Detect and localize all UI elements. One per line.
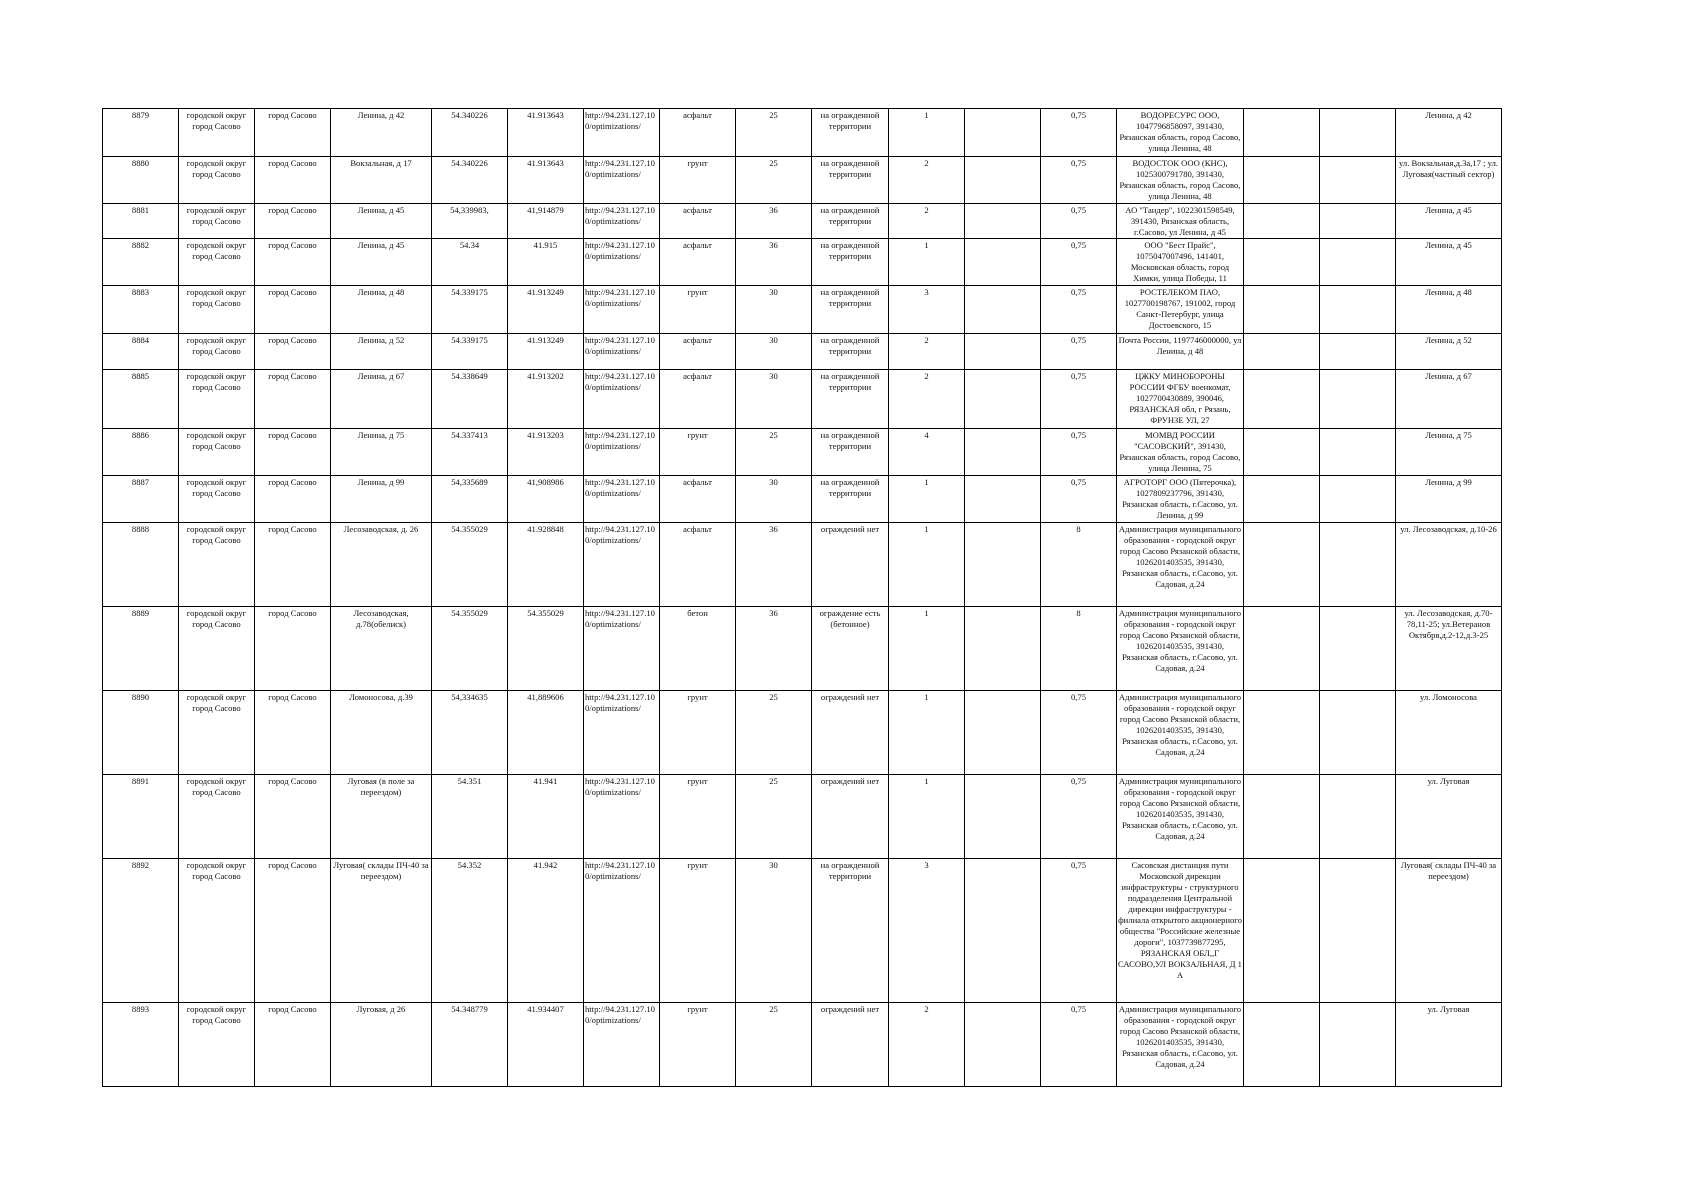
empty-cell (1320, 286, 1396, 334)
district-cell: городской округ город Сасово (179, 370, 255, 429)
fence-cell: ограждений нет (812, 691, 889, 775)
longitude-cell: 54.355029 (508, 607, 584, 691)
waste-sources-cell: Ленина, д 67 (1396, 370, 1502, 429)
empty-cell (1244, 204, 1320, 239)
latitude-cell: 54.340226 (432, 109, 508, 157)
area-cell: 30 (736, 370, 812, 429)
containers-cell: 1 (889, 239, 965, 286)
empty-cell (1320, 204, 1396, 239)
city-cell: город Сасово (255, 429, 331, 476)
url-cell: http://94.231.127.100/optimizations/ (584, 775, 660, 859)
table-row (103, 429, 1502, 476)
address-cell: Ломоносова, д.39 (331, 691, 432, 775)
empty-cell (965, 286, 1041, 334)
empty-cell (965, 109, 1041, 157)
registry-sheet (102, 108, 1502, 1087)
fence-cell: на огражденной территории (812, 476, 889, 523)
empty-cell (965, 157, 1041, 204)
row-id-cell: 8879 (103, 109, 179, 157)
city-cell: город Сасово (255, 239, 331, 286)
latitude-cell: 54.339175 (432, 334, 508, 370)
address-cell: Ленина, д 99 (331, 476, 432, 523)
fence-cell: ограждений нет (812, 775, 889, 859)
longitude-cell: 41.913203 (508, 429, 584, 476)
row-id-cell: 8886 (103, 429, 179, 476)
district-cell: городской округ город Сасово (179, 1003, 255, 1087)
table-row (103, 204, 1502, 239)
row-id-cell: 8882 (103, 239, 179, 286)
url-cell: http://94.231.127.100/optimizations/ (584, 157, 660, 204)
surface-cell: асфальт (660, 109, 736, 157)
empty-cell (965, 607, 1041, 691)
waste-sites-table (102, 108, 1502, 1087)
empty-cell (965, 334, 1041, 370)
address-cell: Ленина, д 52 (331, 334, 432, 370)
waste-sources-cell: ул. Ломоносова (1396, 691, 1502, 775)
district-cell: городской округ город Сасово (179, 204, 255, 239)
latitude-cell: 54.340226 (432, 157, 508, 204)
table-row (103, 286, 1502, 334)
longitude-cell: 41,889606 (508, 691, 584, 775)
latitude-cell: 54.338649 (432, 370, 508, 429)
surface-cell: грунт (660, 859, 736, 1003)
surface-cell: асфальт (660, 523, 736, 607)
city-cell: город Сасово (255, 523, 331, 607)
owner-cell: ВОДОСТОК ООО (КНС), 1025300791780, 391430, Рязанская область, город Сасово, улица Ленина, 48 (1117, 157, 1244, 204)
fence-cell: на огражденной территории (812, 334, 889, 370)
area-cell: 30 (736, 334, 812, 370)
containers-cell: 2 (889, 157, 965, 204)
empty-cell (1244, 691, 1320, 775)
address-cell: Лесозаводская, д.78(обелиск) (331, 607, 432, 691)
empty-cell (965, 1003, 1041, 1087)
waste-sources-cell: ул. Луговая (1396, 775, 1502, 859)
table-row (103, 859, 1502, 1003)
latitude-cell: 54.352 (432, 859, 508, 1003)
owner-cell: ООО "Бест Прайс", 1075047007496, 141401, Московская область, город Химки, улица Победы, 11 (1117, 239, 1244, 286)
longitude-cell: 41.913249 (508, 286, 584, 334)
owner-cell: Администрация муниципального образования - городской округ город Сасово Рязанской области, 1026201403535, 391430, Рязанская область, г.Сасово, ул. Садовая, д.24 (1117, 607, 1244, 691)
empty-cell (1244, 370, 1320, 429)
waste-sources-cell: Ленина, д 42 (1396, 109, 1502, 157)
containers-cell: 1 (889, 775, 965, 859)
row-id-cell: 8889 (103, 607, 179, 691)
surface-cell: асфальт (660, 334, 736, 370)
url-cell: http://94.231.127.100/optimizations/ (584, 691, 660, 775)
volume-cell: 0,75 (1041, 157, 1117, 204)
row-id-cell: 8892 (103, 859, 179, 1003)
volume-cell: 0,75 (1041, 370, 1117, 429)
longitude-cell: 41.934407 (508, 1003, 584, 1087)
waste-sources-cell: Ленина, д 52 (1396, 334, 1502, 370)
empty-cell (1320, 859, 1396, 1003)
url-cell: http://94.231.127.100/optimizations/ (584, 239, 660, 286)
district-cell: городской округ город Сасово (179, 523, 255, 607)
area-cell: 36 (736, 204, 812, 239)
volume-cell: 0,75 (1041, 691, 1117, 775)
surface-cell: асфальт (660, 476, 736, 523)
latitude-cell: 54,334635 (432, 691, 508, 775)
area-cell: 30 (736, 476, 812, 523)
containers-cell: 3 (889, 286, 965, 334)
containers-cell: 1 (889, 523, 965, 607)
volume-cell: 0,75 (1041, 334, 1117, 370)
city-cell: город Сасово (255, 775, 331, 859)
url-cell: http://94.231.127.100/optimizations/ (584, 286, 660, 334)
city-cell: город Сасово (255, 859, 331, 1003)
empty-cell (1320, 607, 1396, 691)
city-cell: город Сасово (255, 157, 331, 204)
volume-cell: 0,75 (1041, 239, 1117, 286)
latitude-cell: 54.351 (432, 775, 508, 859)
empty-cell (1320, 109, 1396, 157)
surface-cell: асфальт (660, 204, 736, 239)
empty-cell (965, 476, 1041, 523)
owner-cell: Администрация муниципального образования - городской округ город Сасово Рязанской области, 1026201403535, 391430, Рязанская область, г.Сасово, ул. Садовая, д.24 (1117, 1003, 1244, 1087)
longitude-cell: 41.942 (508, 859, 584, 1003)
longitude-cell: 41,908986 (508, 476, 584, 523)
containers-cell: 2 (889, 1003, 965, 1087)
surface-cell: грунт (660, 691, 736, 775)
district-cell: городской округ город Сасово (179, 109, 255, 157)
empty-cell (1320, 429, 1396, 476)
containers-cell: 1 (889, 109, 965, 157)
empty-cell (1244, 1003, 1320, 1087)
url-cell: http://94.231.127.100/optimizations/ (584, 334, 660, 370)
longitude-cell: 41.913249 (508, 334, 584, 370)
empty-cell (1320, 1003, 1396, 1087)
empty-cell (1320, 691, 1396, 775)
empty-cell (965, 523, 1041, 607)
table-row (103, 476, 1502, 523)
district-cell: городской округ город Сасово (179, 607, 255, 691)
volume-cell: 0,75 (1041, 286, 1117, 334)
containers-cell: 2 (889, 370, 965, 429)
table-row (103, 239, 1502, 286)
volume-cell: 0,75 (1041, 204, 1117, 239)
city-cell: город Сасово (255, 204, 331, 239)
containers-cell: 1 (889, 691, 965, 775)
table-row (103, 775, 1502, 859)
table-row (103, 1003, 1502, 1087)
longitude-cell: 41.913202 (508, 370, 584, 429)
owner-cell: Администрация муниципального образования - городской округ город Сасово Рязанской области, 1026201403535, 391430, Рязанская область, г.Сасово, ул. Садовая, д.24 (1117, 775, 1244, 859)
district-cell: городской округ город Сасово (179, 334, 255, 370)
containers-cell: 1 (889, 607, 965, 691)
area-cell: 36 (736, 239, 812, 286)
empty-cell (1320, 476, 1396, 523)
empty-cell (965, 775, 1041, 859)
waste-sources-cell: Ленина, д 45 (1396, 239, 1502, 286)
city-cell: город Сасово (255, 109, 331, 157)
row-id-cell: 8887 (103, 476, 179, 523)
table-row (103, 607, 1502, 691)
url-cell: http://94.231.127.100/optimizations/ (584, 370, 660, 429)
empty-cell (1244, 476, 1320, 523)
latitude-cell: 54.339175 (432, 286, 508, 334)
empty-cell (1244, 859, 1320, 1003)
row-id-cell: 8890 (103, 691, 179, 775)
city-cell: город Сасово (255, 370, 331, 429)
url-cell: http://94.231.127.100/optimizations/ (584, 204, 660, 239)
fence-cell: на огражденной территории (812, 157, 889, 204)
row-id-cell: 8883 (103, 286, 179, 334)
fence-cell: на огражденной территории (812, 429, 889, 476)
row-id-cell: 8893 (103, 1003, 179, 1087)
address-cell: Ленина, д 67 (331, 370, 432, 429)
waste-sources-cell: ул. Лесозаводская, д.10-26 (1396, 523, 1502, 607)
longitude-cell: 41.941 (508, 775, 584, 859)
owner-cell: ВОДОРЕСУРС ООО, 1047796858097, 391430, Рязанская область, город Сасово, улица Ленина, 48 (1117, 109, 1244, 157)
table-row (103, 334, 1502, 370)
fence-cell: на огражденной территории (812, 859, 889, 1003)
waste-sources-cell: ул. Луговая (1396, 1003, 1502, 1087)
empty-cell (1320, 334, 1396, 370)
address-cell: Луговая (в поле за переездом) (331, 775, 432, 859)
area-cell: 25 (736, 1003, 812, 1087)
empty-cell (1320, 523, 1396, 607)
row-id-cell: 8888 (103, 523, 179, 607)
url-cell: http://94.231.127.100/optimizations/ (584, 429, 660, 476)
waste-sources-cell: Ленина, д 75 (1396, 429, 1502, 476)
containers-cell: 3 (889, 859, 965, 1003)
url-cell: http://94.231.127.100/optimizations/ (584, 1003, 660, 1087)
latitude-cell: 54.355029 (432, 523, 508, 607)
address-cell: Ленина, д 45 (331, 239, 432, 286)
address-cell: Луговая( склады ПЧ-40 за переездом) (331, 859, 432, 1003)
address-cell: Ленина, д 48 (331, 286, 432, 334)
owner-cell: Администрация муниципального образования - городской округ город Сасово Рязанской области, 1026201403535, 391430, Рязанская область, г.Сасово, ул. Садовая, д.24 (1117, 523, 1244, 607)
empty-cell (965, 370, 1041, 429)
fence-cell: на огражденной территории (812, 370, 889, 429)
area-cell: 36 (736, 523, 812, 607)
volume-cell: 0,75 (1041, 1003, 1117, 1087)
volume-cell: 0,75 (1041, 109, 1117, 157)
district-cell: городской округ город Сасово (179, 429, 255, 476)
table-row (103, 109, 1502, 157)
fence-cell: на огражденной территории (812, 286, 889, 334)
row-id-cell: 8881 (103, 204, 179, 239)
district-cell: городской округ город Сасово (179, 286, 255, 334)
empty-cell (1244, 286, 1320, 334)
area-cell: 25 (736, 109, 812, 157)
empty-cell (965, 429, 1041, 476)
waste-sources-cell: Ленина, д 99 (1396, 476, 1502, 523)
address-cell: Ленина, д 45 (331, 204, 432, 239)
volume-cell: 8 (1041, 607, 1117, 691)
waste-sources-cell: Ленина, д 48 (1396, 286, 1502, 334)
area-cell: 30 (736, 286, 812, 334)
address-cell: Вокзальная, д 17 (331, 157, 432, 204)
containers-cell: 2 (889, 334, 965, 370)
empty-cell (1244, 775, 1320, 859)
url-cell: http://94.231.127.100/optimizations/ (584, 523, 660, 607)
empty-cell (965, 239, 1041, 286)
empty-cell (1244, 109, 1320, 157)
empty-cell (1320, 370, 1396, 429)
longitude-cell: 41.928848 (508, 523, 584, 607)
empty-cell (1320, 775, 1396, 859)
address-cell: Луговая, д 26 (331, 1003, 432, 1087)
empty-cell (1244, 523, 1320, 607)
city-cell: город Сасово (255, 607, 331, 691)
latitude-cell: 54.337413 (432, 429, 508, 476)
district-cell: городской округ город Сасово (179, 476, 255, 523)
address-cell: Ленина, д 75 (331, 429, 432, 476)
row-id-cell: 8884 (103, 334, 179, 370)
url-cell: http://94.231.127.100/optimizations/ (584, 109, 660, 157)
longitude-cell: 41.913643 (508, 157, 584, 204)
surface-cell: грунт (660, 775, 736, 859)
empty-cell (1320, 157, 1396, 204)
area-cell: 30 (736, 859, 812, 1003)
surface-cell: грунт (660, 286, 736, 334)
latitude-cell: 54.355029 (432, 607, 508, 691)
surface-cell: грунт (660, 157, 736, 204)
area-cell: 25 (736, 429, 812, 476)
latitude-cell: 54,339983, (432, 204, 508, 239)
district-cell: городской округ город Сасово (179, 239, 255, 286)
empty-cell (1244, 607, 1320, 691)
containers-cell: 2 (889, 204, 965, 239)
empty-cell (1244, 157, 1320, 204)
city-cell: город Сасово (255, 334, 331, 370)
waste-sources-cell: ул. Вокзальная,д.3а,17 ; ул. Луговая(частный сектор) (1396, 157, 1502, 204)
containers-cell: 1 (889, 476, 965, 523)
surface-cell: асфальт (660, 370, 736, 429)
area-cell: 25 (736, 775, 812, 859)
owner-cell: АГРОТОРГ ООО (Пятерочка), 1027809237796, 391430, Рязанская область, г.Сасово, ул. Ленина, д 99 (1117, 476, 1244, 523)
address-cell: Лесозаводская, д. 26 (331, 523, 432, 607)
volume-cell: 0,75 (1041, 476, 1117, 523)
fence-cell: на огражденной территории (812, 204, 889, 239)
surface-cell: грунт (660, 429, 736, 476)
waste-sources-cell: Ленина, д 45 (1396, 204, 1502, 239)
owner-cell: ЦЖКУ МИНОБОРОНЫ РОССИИ ФГБУ военкомат, 1027700430889, 390046, РЯЗАНСКАЯ обл, г Рязань, ФРУНЗЕ УЛ, 27 (1117, 370, 1244, 429)
table-row (103, 370, 1502, 429)
row-id-cell: 8885 (103, 370, 179, 429)
url-cell: http://94.231.127.100/optimizations/ (584, 607, 660, 691)
volume-cell: 0,75 (1041, 429, 1117, 476)
city-cell: город Сасово (255, 1003, 331, 1087)
district-cell: городской округ город Сасово (179, 859, 255, 1003)
fence-cell: на огражденной территории (812, 239, 889, 286)
owner-cell: МОМВД РОССИИ "САСОВСКИЙ", 391430, Рязанская область, город Сасово, улица Ленина, 75 (1117, 429, 1244, 476)
city-cell: город Сасово (255, 476, 331, 523)
city-cell: город Сасово (255, 691, 331, 775)
longitude-cell: 41.913643 (508, 109, 584, 157)
owner-cell: РОСТЕЛЕКОМ ПАО, 1027700198767, 191002, город Санкт-Петербург, улица Достоевского, 15 (1117, 286, 1244, 334)
volume-cell: 8 (1041, 523, 1117, 607)
address-cell: Ленина, д 42 (331, 109, 432, 157)
empty-cell (1320, 239, 1396, 286)
longitude-cell: 41,914879 (508, 204, 584, 239)
fence-cell: на огражденной территории (812, 109, 889, 157)
owner-cell: Сасовская дистанция пути Московской дирекции инфраструктуры - структурного подразделения Центральной дирекции инфраструктуры - филиала открытого акционерного общества "Российские железные дороги", 1037739877295, РЯЗАНСКАЯ ОБЛ,,Г САСОВО,УЛ ВОКЗАЛЬНАЯ, Д 1 А (1117, 859, 1244, 1003)
empty-cell (965, 204, 1041, 239)
empty-cell (965, 859, 1041, 1003)
owner-cell: Почта России, 1197746000000, ул Ленина, д 48 (1117, 334, 1244, 370)
volume-cell: 0,75 (1041, 775, 1117, 859)
empty-cell (965, 691, 1041, 775)
fence-cell: ограждений нет (812, 523, 889, 607)
containers-cell: 4 (889, 429, 965, 476)
area-cell: 25 (736, 157, 812, 204)
empty-cell (1244, 334, 1320, 370)
table-body (103, 109, 1502, 1087)
latitude-cell: 54,335689 (432, 476, 508, 523)
fence-cell: ограждение есть (бетонное) (812, 607, 889, 691)
latitude-cell: 54.348779 (432, 1003, 508, 1087)
fence-cell: ограждений нет (812, 1003, 889, 1087)
row-id-cell: 8891 (103, 775, 179, 859)
surface-cell: бетон (660, 607, 736, 691)
empty-cell (1244, 239, 1320, 286)
surface-cell: асфальт (660, 239, 736, 286)
empty-cell (1244, 429, 1320, 476)
longitude-cell: 41.915 (508, 239, 584, 286)
table-row (103, 157, 1502, 204)
url-cell: http://94.231.127.100/optimizations/ (584, 476, 660, 523)
volume-cell: 0,75 (1041, 859, 1117, 1003)
district-cell: городской округ город Сасово (179, 691, 255, 775)
owner-cell: Администрация муниципального образования - городской округ город Сасово Рязанской области, 1026201403535, 391430, Рязанская область, г.Сасово, ул. Садовая, д.24 (1117, 691, 1244, 775)
table-row (103, 691, 1502, 775)
owner-cell: АО "Тандер", 1022301598549, 391430, Рязанская область, г.Сасово, ул Ленина, д 45 (1117, 204, 1244, 239)
table-row (103, 523, 1502, 607)
district-cell: городской округ город Сасово (179, 157, 255, 204)
area-cell: 25 (736, 691, 812, 775)
row-id-cell: 8880 (103, 157, 179, 204)
surface-cell: грунт (660, 1003, 736, 1087)
waste-sources-cell: Луговая( склады ПЧ-40 за переездом) (1396, 859, 1502, 1003)
waste-sources-cell: ул. Лесозаводская, д.70-78,11-25; ул.Ветеранов Октября,д.2-12,д.3-25 (1396, 607, 1502, 691)
latitude-cell: 54.34 (432, 239, 508, 286)
url-cell: http://94.231.127.100/optimizations/ (584, 859, 660, 1003)
district-cell: городской округ город Сасово (179, 775, 255, 859)
area-cell: 36 (736, 607, 812, 691)
city-cell: город Сасово (255, 286, 331, 334)
